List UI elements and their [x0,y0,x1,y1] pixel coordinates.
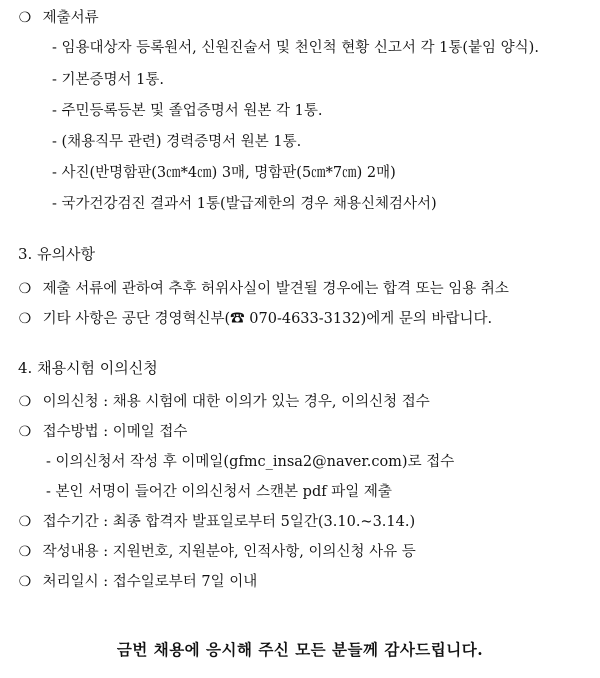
circle-bullet-icon: ❍ [18,281,32,297]
submission-doc-item: - 주민등록등본 및 졸업증명서 원본 각 1통. [52,103,323,119]
content-item [18,542,416,562]
method-subitem: - 이의신청서 작성 후 이메일(gfmc_insa2@naver.com)로 접수 [46,454,455,470]
circle-bullet-icon: ❍ [18,574,32,590]
objection-heading: 4. 채용시험 이의신청 [18,359,158,377]
period-item [18,512,415,532]
notes-item [18,309,492,329]
circle-bullet-icon: ❍ [18,394,32,410]
submission-docs-header [18,8,99,28]
notes-item [18,279,509,299]
notes-item-text: 제출 서류에 관하여 추후 허위사실이 발견될 경우에는 합격 또는 임용 취소 [42,281,509,297]
method-item [18,422,187,442]
circle-bullet-icon: ❍ [18,424,32,440]
circle-bullet-icon: ❍ [18,544,32,560]
submission-doc-item: - 사진(반명함판(3㎝*4㎝) 3매, 명함판(5㎝*7㎝) 2매) [52,165,396,181]
notes-heading: 3. 유의사항 [18,245,96,263]
method-item-text: 접수방법 : 이메일 접수 [42,424,188,440]
processing-item [18,572,257,592]
notes-item-text: 기타 사항은 공단 경영혁신부(☎ 070-4633-3132)에게 문의 바랍니다. [42,311,493,327]
method-subitem: - 본인 서명이 들어간 이의신청서 스캔본 pdf 파일 제출 [46,484,392,500]
submission-doc-item: - 기본증명서 1통. [52,72,164,88]
content-item-text: 작성내용 : 지원번호, 지원분야, 인적사항, 이의신청 사유 등 [42,544,416,560]
circle-bullet-icon: ❍ [18,311,32,327]
closing-message: 금번 채용에 응시해 주신 모든 분들께 감사드립니다. [116,640,484,659]
processing-item-text: 처리일시 : 접수일로부터 7일 이내 [42,574,258,590]
objection-item [18,392,430,412]
submission-doc-item: - 국가건강검진 결과서 1통(발급제한의 경우 채용신체검사서) [52,196,437,212]
period-item-text: 접수기간 : 최종 합격자 발표일로부터 5일간(3.10.~3.14.) [42,514,416,530]
submission-doc-item: - 임용대상자 등록원서, 신원진술서 및 천인척 현황 신고서 각 1통(붙임 양식). [52,40,539,56]
submission-doc-item: - (채용직무 관련) 경력증명서 원본 1통. [52,134,302,150]
circle-bullet-icon: ❍ [18,514,32,530]
circle-bullet-icon: ❍ [18,10,32,26]
objection-item-text: 이의신청 : 채용 시험에 대한 이의가 있는 경우, 이의신청 접수 [42,394,430,410]
submission-docs-title: 제출서류 [42,10,99,26]
